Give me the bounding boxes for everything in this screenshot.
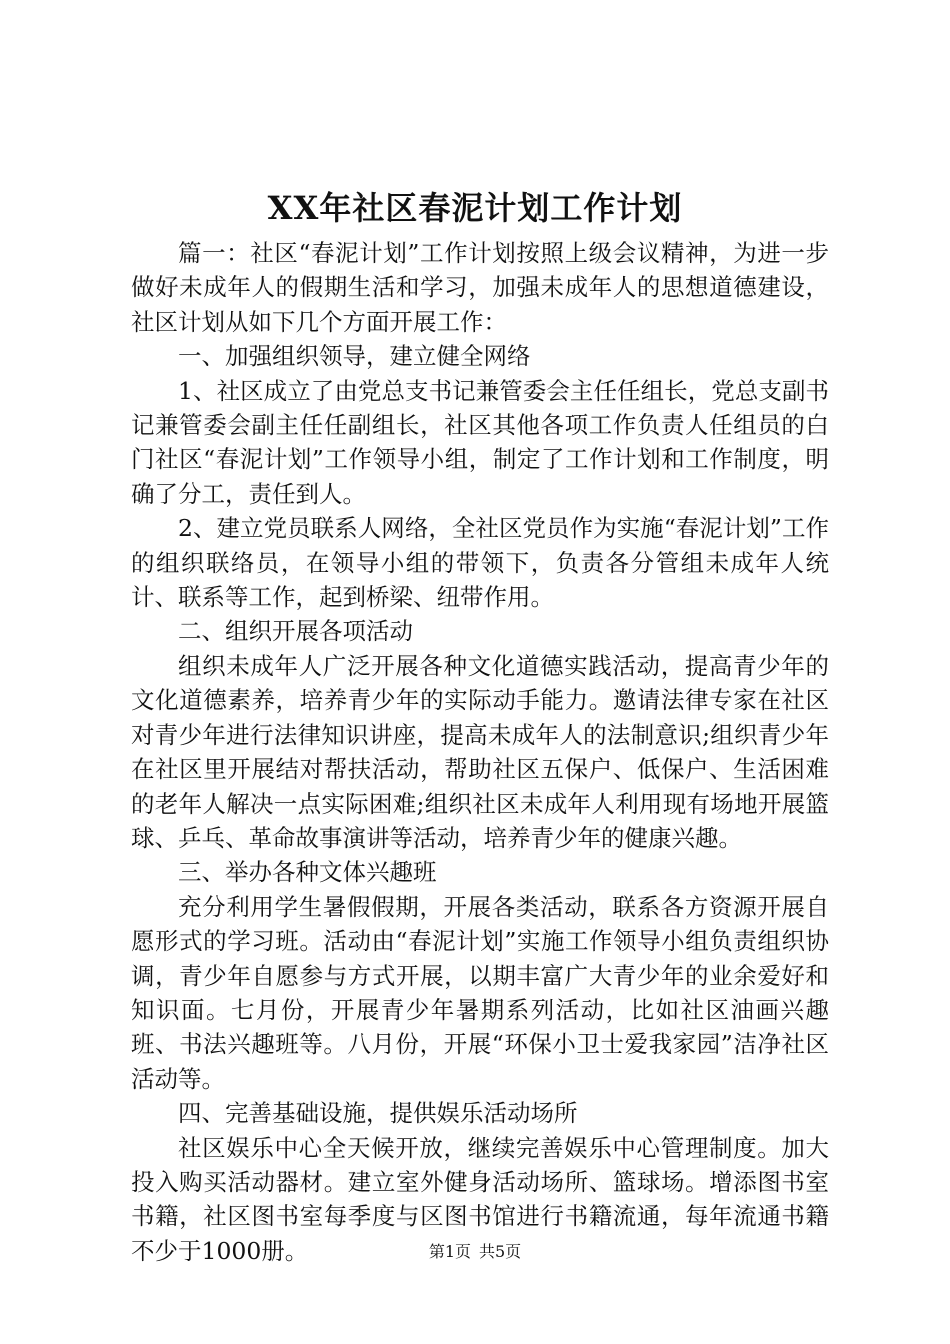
page-total: 共5页	[479, 1242, 522, 1261]
section-heading-2: 二、组织开展各项活动	[178, 617, 413, 646]
paragraph-1-2: 2、建立党员联系人网络，全社区党员作为实施“春泥计划”工作的组织联络员，在领导小组的带领下，负责各分管组未成年人统计、联系等工作，起到桥梁、纽带作用。	[131, 514, 829, 612]
document-body	[131, 236, 829, 1268]
intro-paragraph: 篇一：社区“春泥计划”工作计划按照上级会议精神，为进一步做好未成年人的假期生活和学习，加强未成年人的思想道德建设，社区计划从如下几个方面开展工作：	[131, 239, 829, 336]
document-title: XX年社区春泥计划工作计划	[267, 189, 683, 227]
page-number: 第1页	[428, 1242, 471, 1261]
paragraph-4: 社区娱乐中心全天候开放，继续完善娱乐中心管理制度。加大投入购买活动器材。建立室外健身活动场所、篮球场。增添图书室书籍，社区图书室每季度与区图书馆进行书籍流通，每年流通书籍不少于1000册。	[131, 1133, 829, 1265]
paragraph-2: 组织未成年人广泛开展各种文化道德实践活动，提高青少年的文化道德素养，培养青少年的实际动手能力。邀请法律专家在社区对青少年进行法律知识讲座，提高未成年人的法制意识;组织青少年在社区里开展结对帮扶活动，帮助社区五保户、低保户、生活困难的老年人解决一点实际困难;组织社区未成年人利用现有场地开展篮球、乒乓、革命故事演讲等活动，培养青少年的健康兴趣。	[131, 651, 829, 852]
section-heading-1: 一、加强组织领导，建立健全网络	[178, 342, 531, 371]
page-footer	[0, 1240, 950, 1264]
section-heading-4: 四、完善基础设施，提供娱乐活动场所	[178, 1099, 578, 1128]
paragraph-1-1: 1、社区成立了由党总支书记兼管委会主任任组长，党总支副书记兼管委会副主任任副组长，社区其他各项工作负责人任组员的白门社区“春泥计划”工作领导小组，制定了工作计划和工作制度，明确了分工，责任到人。	[131, 376, 829, 508]
section-heading-3: 三、举办各种文体兴趣班	[178, 858, 437, 887]
paragraph-3: 充分利用学生暑假假期，开展各类活动，联系各方资源开展自愿形式的学习班。活动由“春泥计划”实施工作领导小组负责组织协调，青少年自愿参与方式开展，以期丰富广大青少年的业余爱好和知识面。七月份，开展青少年暑期系列活动，比如社区油画兴趣班、书法兴趣班等。八月份，开展“环保小卫士爱我家园”洁净社区活动等。	[131, 892, 829, 1093]
